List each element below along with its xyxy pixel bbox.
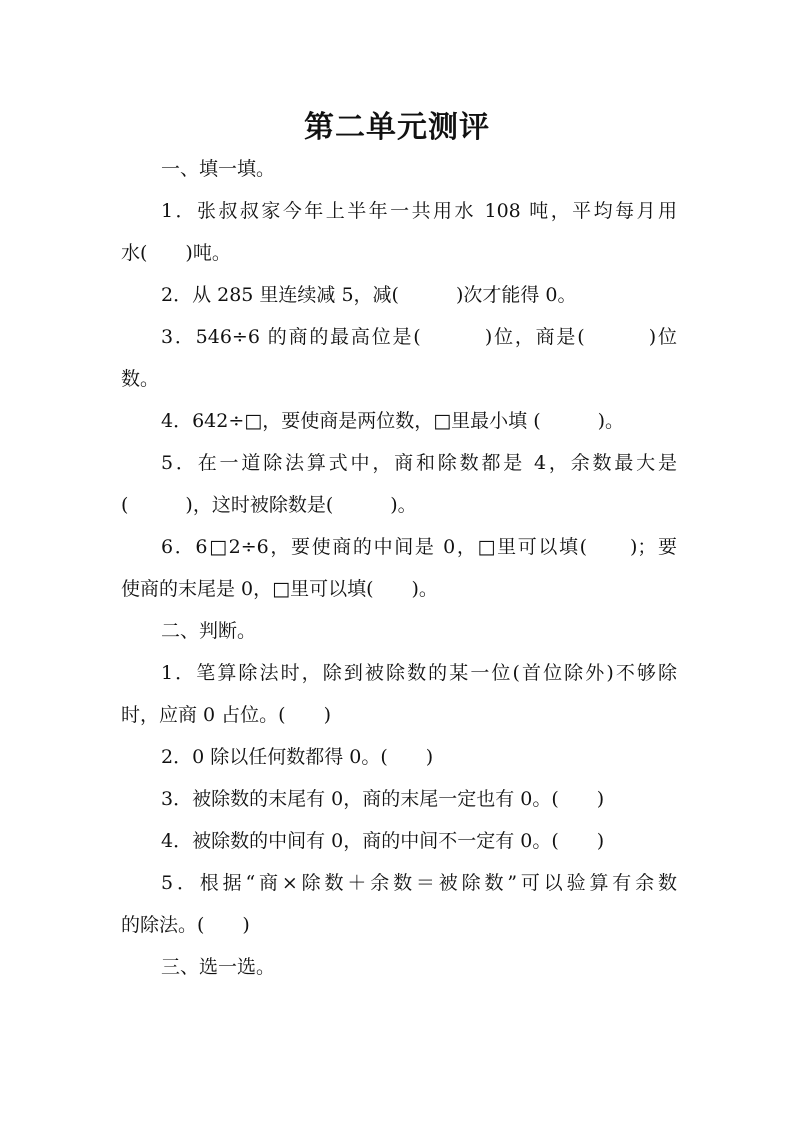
question-1-3-line-1: 3．546÷6 的商的最高位是( )位，商是( )位 — [161, 326, 677, 348]
page-title: 第二单元测评 — [304, 110, 490, 145]
section-heading-choose: 三、选一选。 — [161, 956, 276, 978]
question-2-4: 4．被除数的中间有 0，商的中间不一定有 0。( ) — [161, 830, 605, 852]
question-2-2: 2．0 除以任何数都得 0。( ) — [161, 746, 434, 768]
question-2-1-line-1: 1．笔算除法时，除到被除数的某一位(首位除外)不够除 — [161, 662, 677, 684]
question-1-6-line-2: 使商的末尾是 0，□里可以填( )。 — [121, 578, 438, 600]
question-1-3-line-2: 数。 — [121, 368, 160, 390]
question-1-6-line-1: 6．6□2÷6，要使商的中间是 0，□里可以填( )；要 — [161, 536, 677, 558]
question-1-1-line-1: 1．张叔叔家今年上半年一共用水 108 吨，平均每月用 — [161, 200, 677, 222]
question-2-3: 3．被除数的末尾有 0，商的末尾一定也有 0。( ) — [161, 788, 605, 810]
question-2-5-line-2: 的除法。( ) — [121, 914, 250, 936]
worksheet-content — [121, 148, 677, 988]
section-heading-judge: 二、判断。 — [161, 620, 257, 642]
section-heading-fill-in: 一、填一填。 — [161, 158, 276, 180]
question-1-1-line-2: 水( )吨。 — [121, 242, 231, 264]
question-2-1-line-2: 时，应商 0 占位。( ) — [121, 704, 331, 726]
question-1-2: 2．从 285 里连续减 5，减( )次才能得 0。 — [161, 284, 577, 306]
question-1-4: 4．642÷□，要使商是两位数，□里最小填 ( )。 — [161, 410, 625, 432]
question-1-5-line-2: ( )，这时被除数是( )。 — [121, 494, 417, 516]
question-1-5-line-1: 5．在一道除法算式中，商和除数都是 4，余数最大是 — [161, 452, 677, 474]
question-2-5-line-1: 5．根据“商×除数＋余数＝被除数”可以验算有余数 — [161, 872, 677, 894]
